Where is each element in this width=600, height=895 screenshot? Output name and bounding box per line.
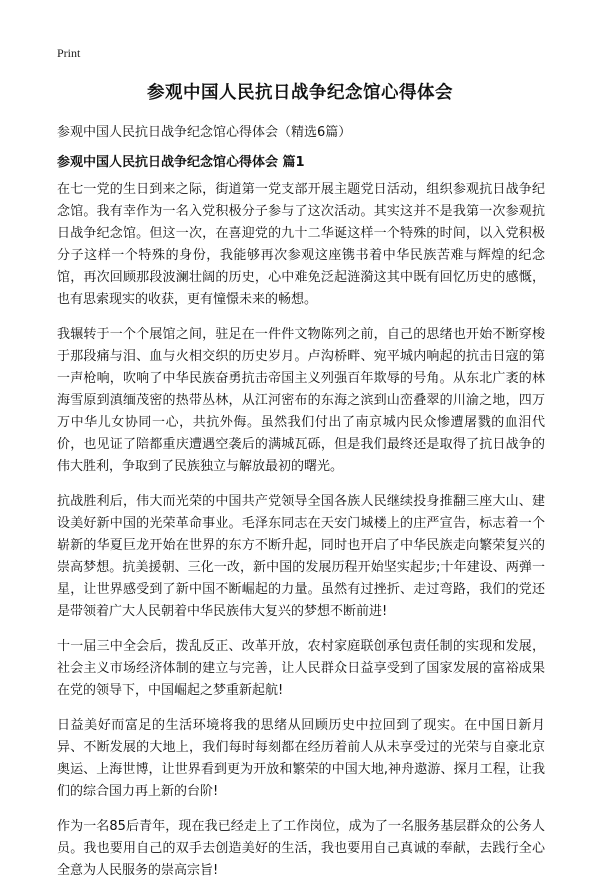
article-body xyxy=(57,179,545,895)
document-subtitle: 参观中国人民抗日战争纪念馆心得体会（精选6篇） xyxy=(57,125,352,140)
paragraph-6: 作为一名85后青年，现在我已经走上了工作岗位，成为了一名服务基层群众的公务人员。我也要用自己的双手去创造美好的生活，我也要用自己真诚的奉献，去践行全心全意为人民服务的崇高宗旨! xyxy=(57,819,545,878)
document-title: 参观中国人民抗日战争纪念馆心得体会 xyxy=(147,83,453,103)
paragraph-3: 抗战胜利后，伟大而光荣的中国共产党领导全国各族人民继续投身推翻三座大山、建设美好新中国的光荣革命事业。毛泽东同志在天安门城楼上的庄严宣告，标志着一个崭新的华夏巨龙开始在世界的东方不断升起，同时也开启了中华民族走向繁荣复兴的崇高梦想。抗美援朝、三化一改，新中国的发展历程开始坚实起步;十年建设、两弹一星，让世界感受到了新中国不断崛起的力量。虽然有过挫折、走过弯路，我们的党还是带领着广大人民朝着中华民族伟大复兴的梦想不断前进! xyxy=(57,494,545,619)
section-heading: 参观中国人民抗日战争纪念馆心得体会 篇1 xyxy=(57,155,305,170)
paragraph-4: 十一届三中全会后，拨乱反正、改革开放，农村家庭联创承包责任制的实现和发展，社会主义市场经济体制的建立与完善，让人民群众日益享受到了国家发展的富裕成果在党的领导下，中国崛起之梦重新起航! xyxy=(57,639,545,698)
print-link[interactable]: Print xyxy=(57,46,81,60)
paragraph-1: 在七一党的生日到来之际，街道第一党支部开展主题党日活动，组织参观抗日战争纪念馆。我有幸作为一名入党积极分子参与了这次活动。其实这并不是我第一次参观抗日战争纪念馆。但这一次，在喜迎党的九十二华诞这样一个特殊的时间，以入党积极分子这样一个特殊的身份，我能够再次参观这座镌书着中华民族苦难与辉煌的纪念馆，再次回顾那段波澜壮阔的历史，心中难免泛起涟漪这其中既有回忆历史的感慨，也有思索现实的收获，更有憧憬未来的畅想。 xyxy=(57,182,545,307)
paragraph-5: 日益美好而富足的生活环境将我的思绪从回顾历史中拉回到了现实。在中国日新月异、不断发展的大地上，我们每时每刻都在经历着前人从未享受过的光荣与自豪北京奥运、上海世博，让世界看到更为开放和繁荣的中国大地,神舟遨游、探月工程，让我们的综合国力再上新的台阶! xyxy=(57,718,545,799)
paragraph-2: 我辗转于一个个展馆之间，驻足在一件件文物陈列之前，自己的思绪也开始不断穿梭于那段痛与泪、血与火相交织的历史岁月。卢沟桥畔、宛平城内响起的抗击日寇的第一声枪响，吹响了中华民族奋勇抗击帝国主义列强百年欺辱的号角。从东北广袤的林海雪原到滇缅茂密的热带丛林，从江河密布的东海之滨到山峦叠翠的川渝之地，四万万中华儿女协同一心，共抗外侮。虽然我们付出了南京城内民众惨遭屠戮的血泪代价，也见证了陪都重庆遭遇空袭后的满城瓦砾，但是我们最终还是取得了抗日战争的伟大胜利，争取到了民族独立与解放最初的曙光。 xyxy=(57,327,545,474)
